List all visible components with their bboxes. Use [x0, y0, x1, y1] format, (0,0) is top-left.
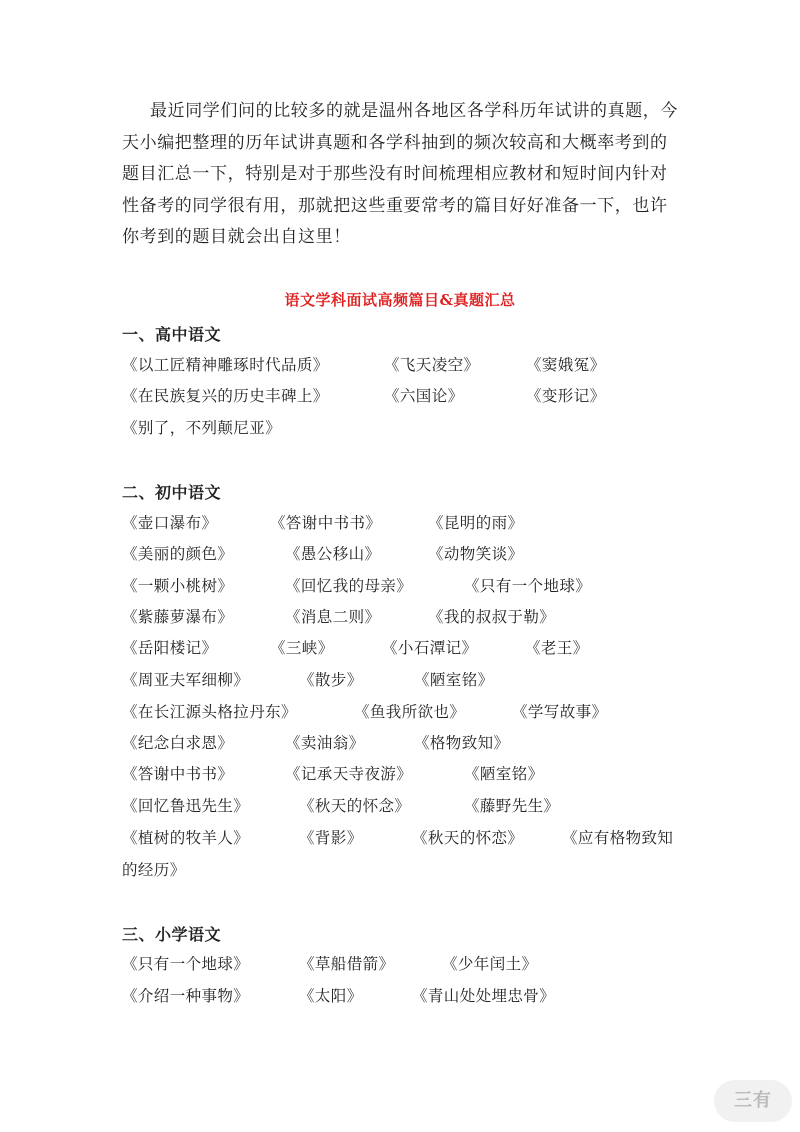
list-row [122, 762, 692, 786]
list-row [122, 984, 692, 1008]
list-item: 《只有一个地球》 [464, 577, 592, 595]
list-item: 《应有格物致知 [562, 829, 674, 847]
list-item: 《记承天寺夜游》 [285, 765, 413, 783]
list-item: 《草船借箭》 [299, 955, 395, 973]
intro-paragraph: 最近同学们问的比较多的就是温州各地区各学科历年试讲的真题，今天小编把整理的历年试讲真题和各学科抽到的频次较高和大概率考到的题目汇总一下，特别是对于那些没有时间梳理相应教材和短时间内针对性备考的同学很有用，那就把这些重要常考的篇目好好准备一下，也许你考到的题目就会出自这里！ [122, 101, 678, 247]
list-item: 《周亚夫军细柳》 [122, 671, 250, 689]
list-item: 《纪念白求恩》 [122, 734, 234, 752]
list-row [122, 542, 692, 566]
list-item: 《秋天的怀恋》 [412, 829, 524, 847]
list-item: 《美丽的颜色》 [122, 545, 234, 563]
list-row [122, 794, 692, 818]
list-item: 《回忆鲁迅先生》 [122, 797, 250, 815]
list-row [122, 826, 692, 850]
list-item: 《愚公移山》 [285, 545, 381, 563]
list-item: 《鱼我所欲也》 [354, 703, 466, 721]
list-item: 《六国论》 [384, 387, 464, 405]
list-item: 《动物笑谈》 [428, 545, 524, 563]
list-item: 《背影》 [299, 829, 363, 847]
list-row [122, 700, 692, 724]
list-row [122, 731, 692, 755]
list-row [122, 636, 692, 660]
list-row [122, 416, 692, 440]
list-item: 《在长江源头格拉丹东》 [122, 703, 297, 721]
list-row [122, 605, 692, 629]
list-item: 《昆明的雨》 [428, 514, 524, 532]
list-item: 《格物致知》 [414, 734, 510, 752]
list-item: 《学写故事》 [512, 703, 608, 721]
list-item: 《藤野先生》 [464, 797, 560, 815]
list-item: 《青山处处埋忠骨》 [412, 987, 556, 1005]
list-item: 《散步》 [299, 671, 363, 689]
list-item: 《岳阳楼记》 [122, 639, 218, 657]
list-row [122, 384, 692, 408]
list-item: 《三峡》 [270, 639, 334, 657]
list-item: 《秋天的怀念》 [299, 797, 411, 815]
list-item: 《一颗小桃树》 [122, 577, 234, 595]
document-title: 语文学科面试高频篇目&真题汇总 [284, 291, 516, 309]
list-item: 《卖油翁》 [285, 734, 365, 752]
list-item: 《别了，不列颠尼亚》 [122, 419, 282, 437]
watermark-logo: 三有 [714, 1080, 792, 1122]
list-item: 《在民族复兴的历史丰碑上》 [122, 387, 329, 405]
list-item: 《回忆我的母亲》 [285, 577, 413, 595]
list-item: 《紫藤萝瀑布》 [122, 608, 234, 626]
list-row [122, 668, 692, 692]
list-item: 《陋室铭》 [464, 765, 544, 783]
list-item: 《老王》 [525, 639, 589, 657]
list-item: 《消息二则》 [285, 608, 381, 626]
list-item: 《少年闰土》 [442, 955, 538, 973]
list-item: 《小石潭记》 [382, 639, 478, 657]
list-item: 《介绍一种事物》 [122, 987, 250, 1005]
list-item: 《以工匠精神雕琢时代品质》 [122, 356, 329, 374]
list-item: 《太阳》 [299, 987, 363, 1005]
section-heading-primary-school: 三、小学语文 [122, 925, 222, 944]
list-item: 《答谢中书书》 [270, 514, 382, 532]
list-row [122, 353, 692, 377]
list-item: 《陋室铭》 [414, 671, 494, 689]
list-item: 《变形记》 [526, 387, 606, 405]
section-heading-high-school: 一、高中语文 [122, 325, 222, 344]
list-item: 《答谢中书书》 [122, 765, 234, 783]
list-item: 《飞天凌空》 [384, 356, 480, 374]
list-item: 《壶口瀑布》 [122, 514, 218, 532]
list-item: 《只有一个地球》 [122, 955, 250, 973]
list-row [122, 574, 692, 598]
list-item: 《窦娥冤》 [526, 356, 606, 374]
list-item: 《我的叔叔于勒》 [428, 608, 556, 626]
list-item: 《植树的牧羊人》 [122, 829, 250, 847]
list-item-continuation: 的经历》 [122, 861, 186, 879]
section-heading-middle-school: 二、初中语文 [122, 483, 222, 502]
list-row [122, 952, 692, 976]
list-row [122, 511, 692, 535]
